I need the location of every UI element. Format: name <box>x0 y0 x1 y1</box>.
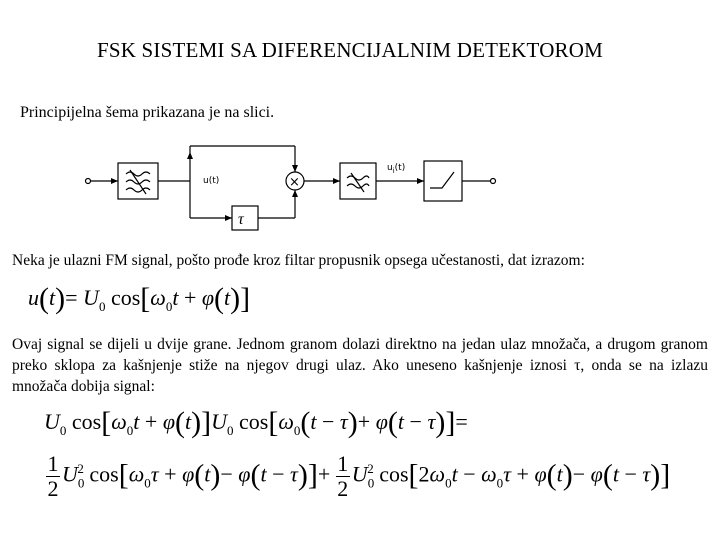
label-u: u(t) <box>203 176 220 186</box>
lowpass-filter-block <box>340 163 376 199</box>
label-tau: τ <box>238 211 244 228</box>
block-diagram <box>80 136 510 236</box>
label-ui: $u_i(t)$ <box>387 163 406 175</box>
decision-block <box>424 161 462 201</box>
equation-3: $\frac{1}{2}$ $U_0^2$ $\cos[\omega_0\tau + \varphi(t)- \varphi(t - \tau)]+$ $\frac{1}{2}$ $U_0^2$ $\cos[2\omega_0t - \omega_0\tau + \varphi(t)- \varphi(t - \tau)]$ <box>47 451 671 501</box>
paragraph-1: Neka je ulazni FM signal, pošto prođe kroz filtar propusnik opsega učestanosti, dat izrazom: <box>12 252 585 269</box>
equation-2: $U_0$ $\cos[\omega_0t + \varphi(t)]U_0$ $\cos[\omega_0(t - \tau)+ \varphi(t - \tau)]=$ <box>44 406 468 439</box>
equation-1: $u(t)= U_0$ $\cos[\omega_0t + \varphi(t)]$ <box>28 282 251 315</box>
intro-text: Principijelna šema prikazana je na slici. <box>20 104 275 121</box>
delay-block <box>232 206 258 230</box>
paragraph-2: Ovaj signal se dijeli u dvije grane. Jednom granom dolazi direktno na jedan ulaz množača, a drugom granom preko sklopa za kašnjenje stiže na njegov drugi ulaz. Ako uneseno kašnjenje iznosi τ, onda se na izlazu množača dobija signal: <box>12 336 708 395</box>
page-title: FSK SISTEMI SA DIFERENCIJALNIM DETEKTOROM <box>96 38 604 62</box>
output-terminal <box>491 179 496 184</box>
multiplier-icon: × <box>289 175 300 190</box>
input-terminal <box>86 179 91 184</box>
